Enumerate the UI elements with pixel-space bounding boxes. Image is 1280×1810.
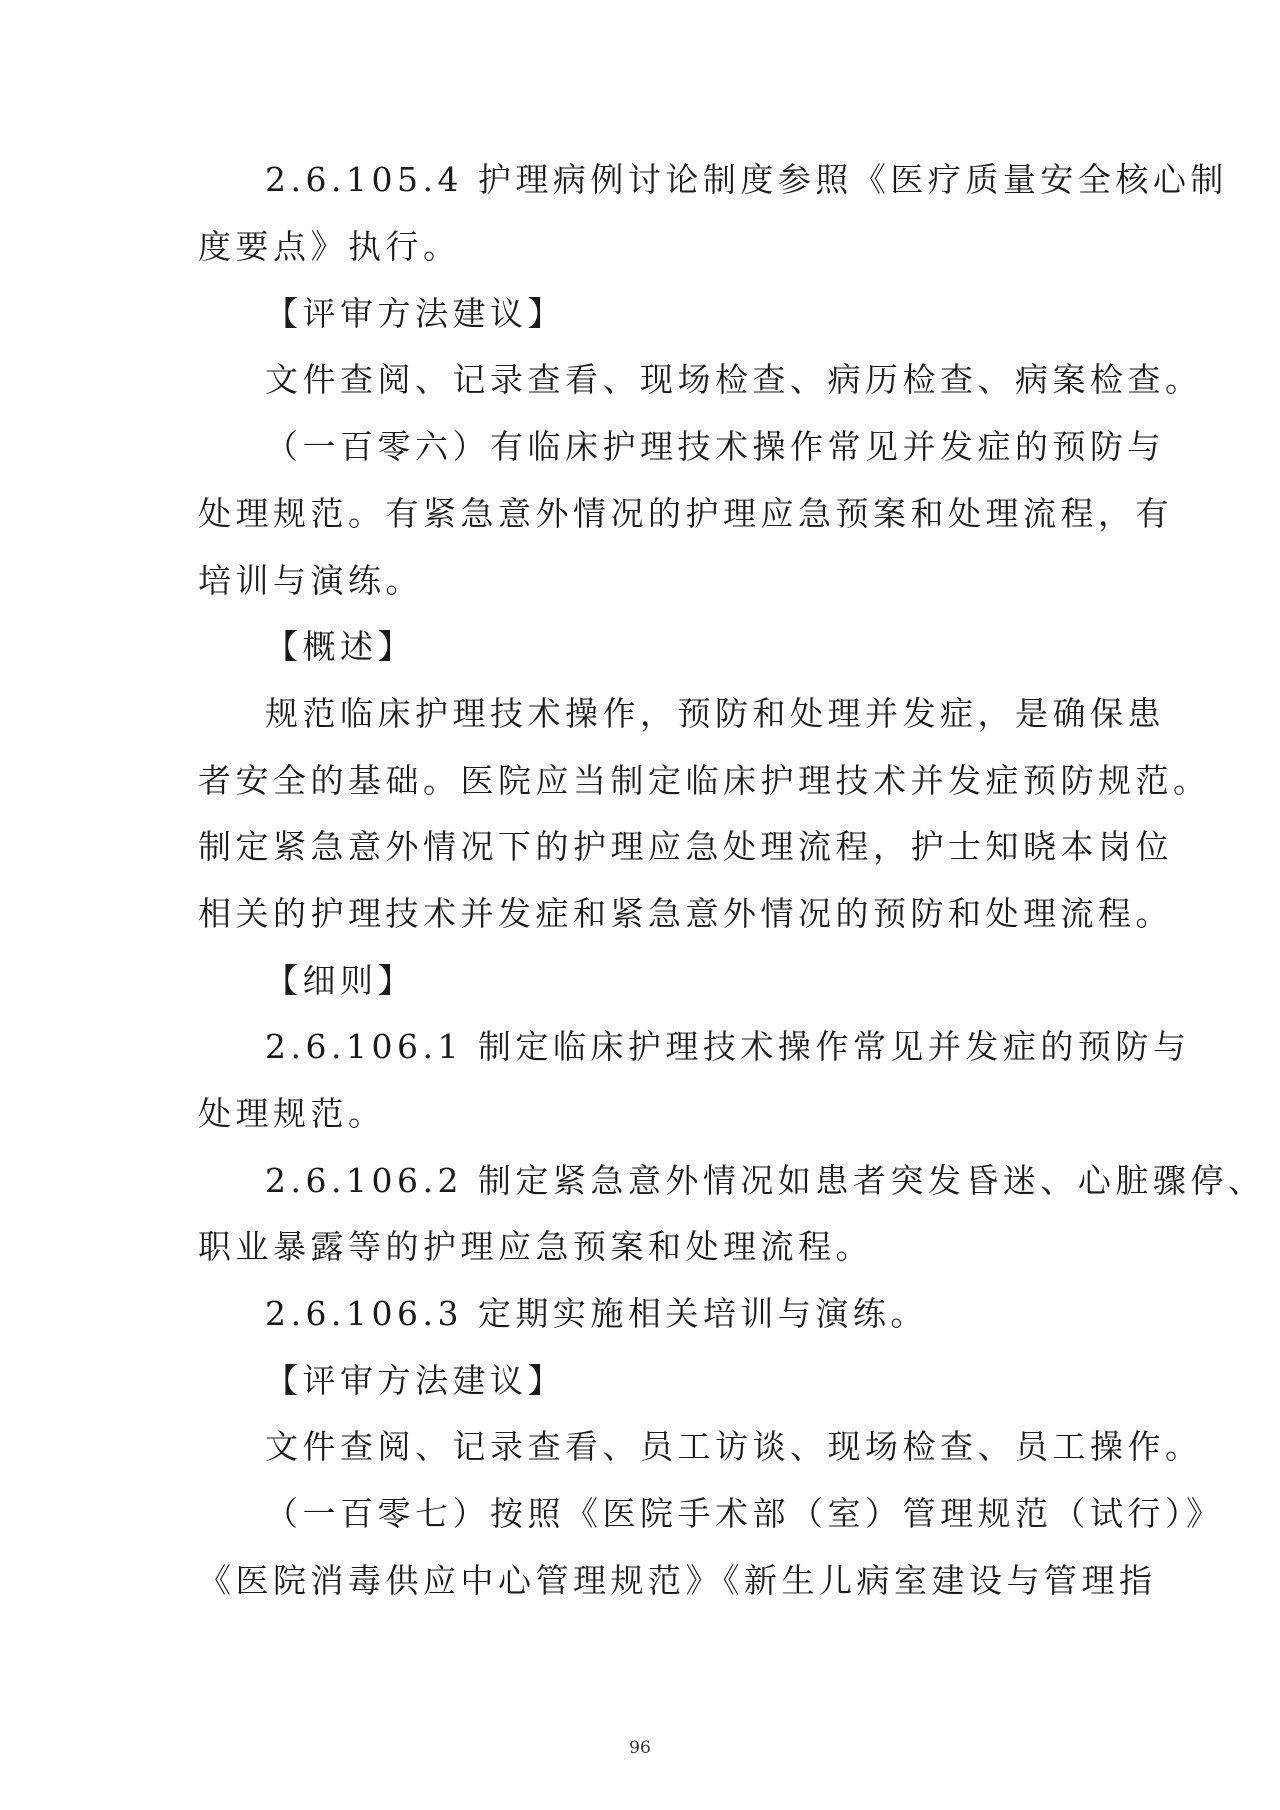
overview-text-cont: 者安全的基础。医院应当制定临床护理技术并发症预防规范。 — [198, 761, 1211, 800]
details-heading: 【细则】 — [265, 961, 415, 1000]
clause-2-6-105-4-cont: 度要点》执行。 — [198, 227, 461, 266]
review-method-heading-2: 【评审方法建议】 — [265, 1361, 565, 1400]
review-method-text-2: 文件查阅、记录查看、员工访谈、现场检查、员工操作。 — [265, 1427, 1203, 1466]
article-106-title-cont: 处理规范。有紧急意外情况的护理应急预案和处理流程，有 — [198, 494, 1173, 533]
page-number: 96 — [629, 1738, 651, 1758]
article-106-title: （一百零六）有临床护理技术操作常见并发症的预防与 — [265, 427, 1165, 466]
clause-2-6-106-1: 2.6.106.1 制定临床护理技术操作常见并发症的预防与 — [265, 1027, 1191, 1066]
clause-2-6-105-4: 2.6.105.4 护理病例讨论制度参照《医疗质量安全核心制 — [265, 160, 1228, 199]
overview-text: 规范临床护理技术操作，预防和处理并发症，是确保患 — [265, 694, 1165, 733]
article-107-title-cont: 《医院消毒供应中心管理规范》《新生儿病室建设与管理指 — [198, 1561, 1157, 1600]
overview-text-cont-3: 相关的护理技术并发症和紧急意外情况的预防和处理流程。 — [198, 894, 1173, 933]
article-107-title: （一百零七）按照《医院手术部（室）管理规范（试行）》 — [265, 1494, 1224, 1533]
review-method-text: 文件查阅、记录查看、现场检查、病历检查、病案检查。 — [265, 360, 1203, 399]
overview-heading: 【概述】 — [265, 627, 415, 666]
review-method-heading: 【评审方法建议】 — [265, 294, 565, 333]
clause-2-6-106-1-cont: 处理规范。 — [198, 1094, 386, 1133]
clause-2-6-106-2-cont: 职业暴露等的护理应急预案和处理流程。 — [198, 1227, 873, 1266]
clause-2-6-106-2: 2.6.106.2 制定紧急意外情况如患者突发昏迷、心脏骤停、 — [265, 1161, 1266, 1200]
article-106-title-cont-2: 培训与演练。 — [198, 561, 423, 600]
clause-2-6-106-3: 2.6.106.3 定期实施相关培训与演练。 — [265, 1294, 928, 1333]
overview-text-cont-2: 制定紧急意外情况下的护理应急处理流程，护士知晓本岗位 — [198, 827, 1173, 866]
